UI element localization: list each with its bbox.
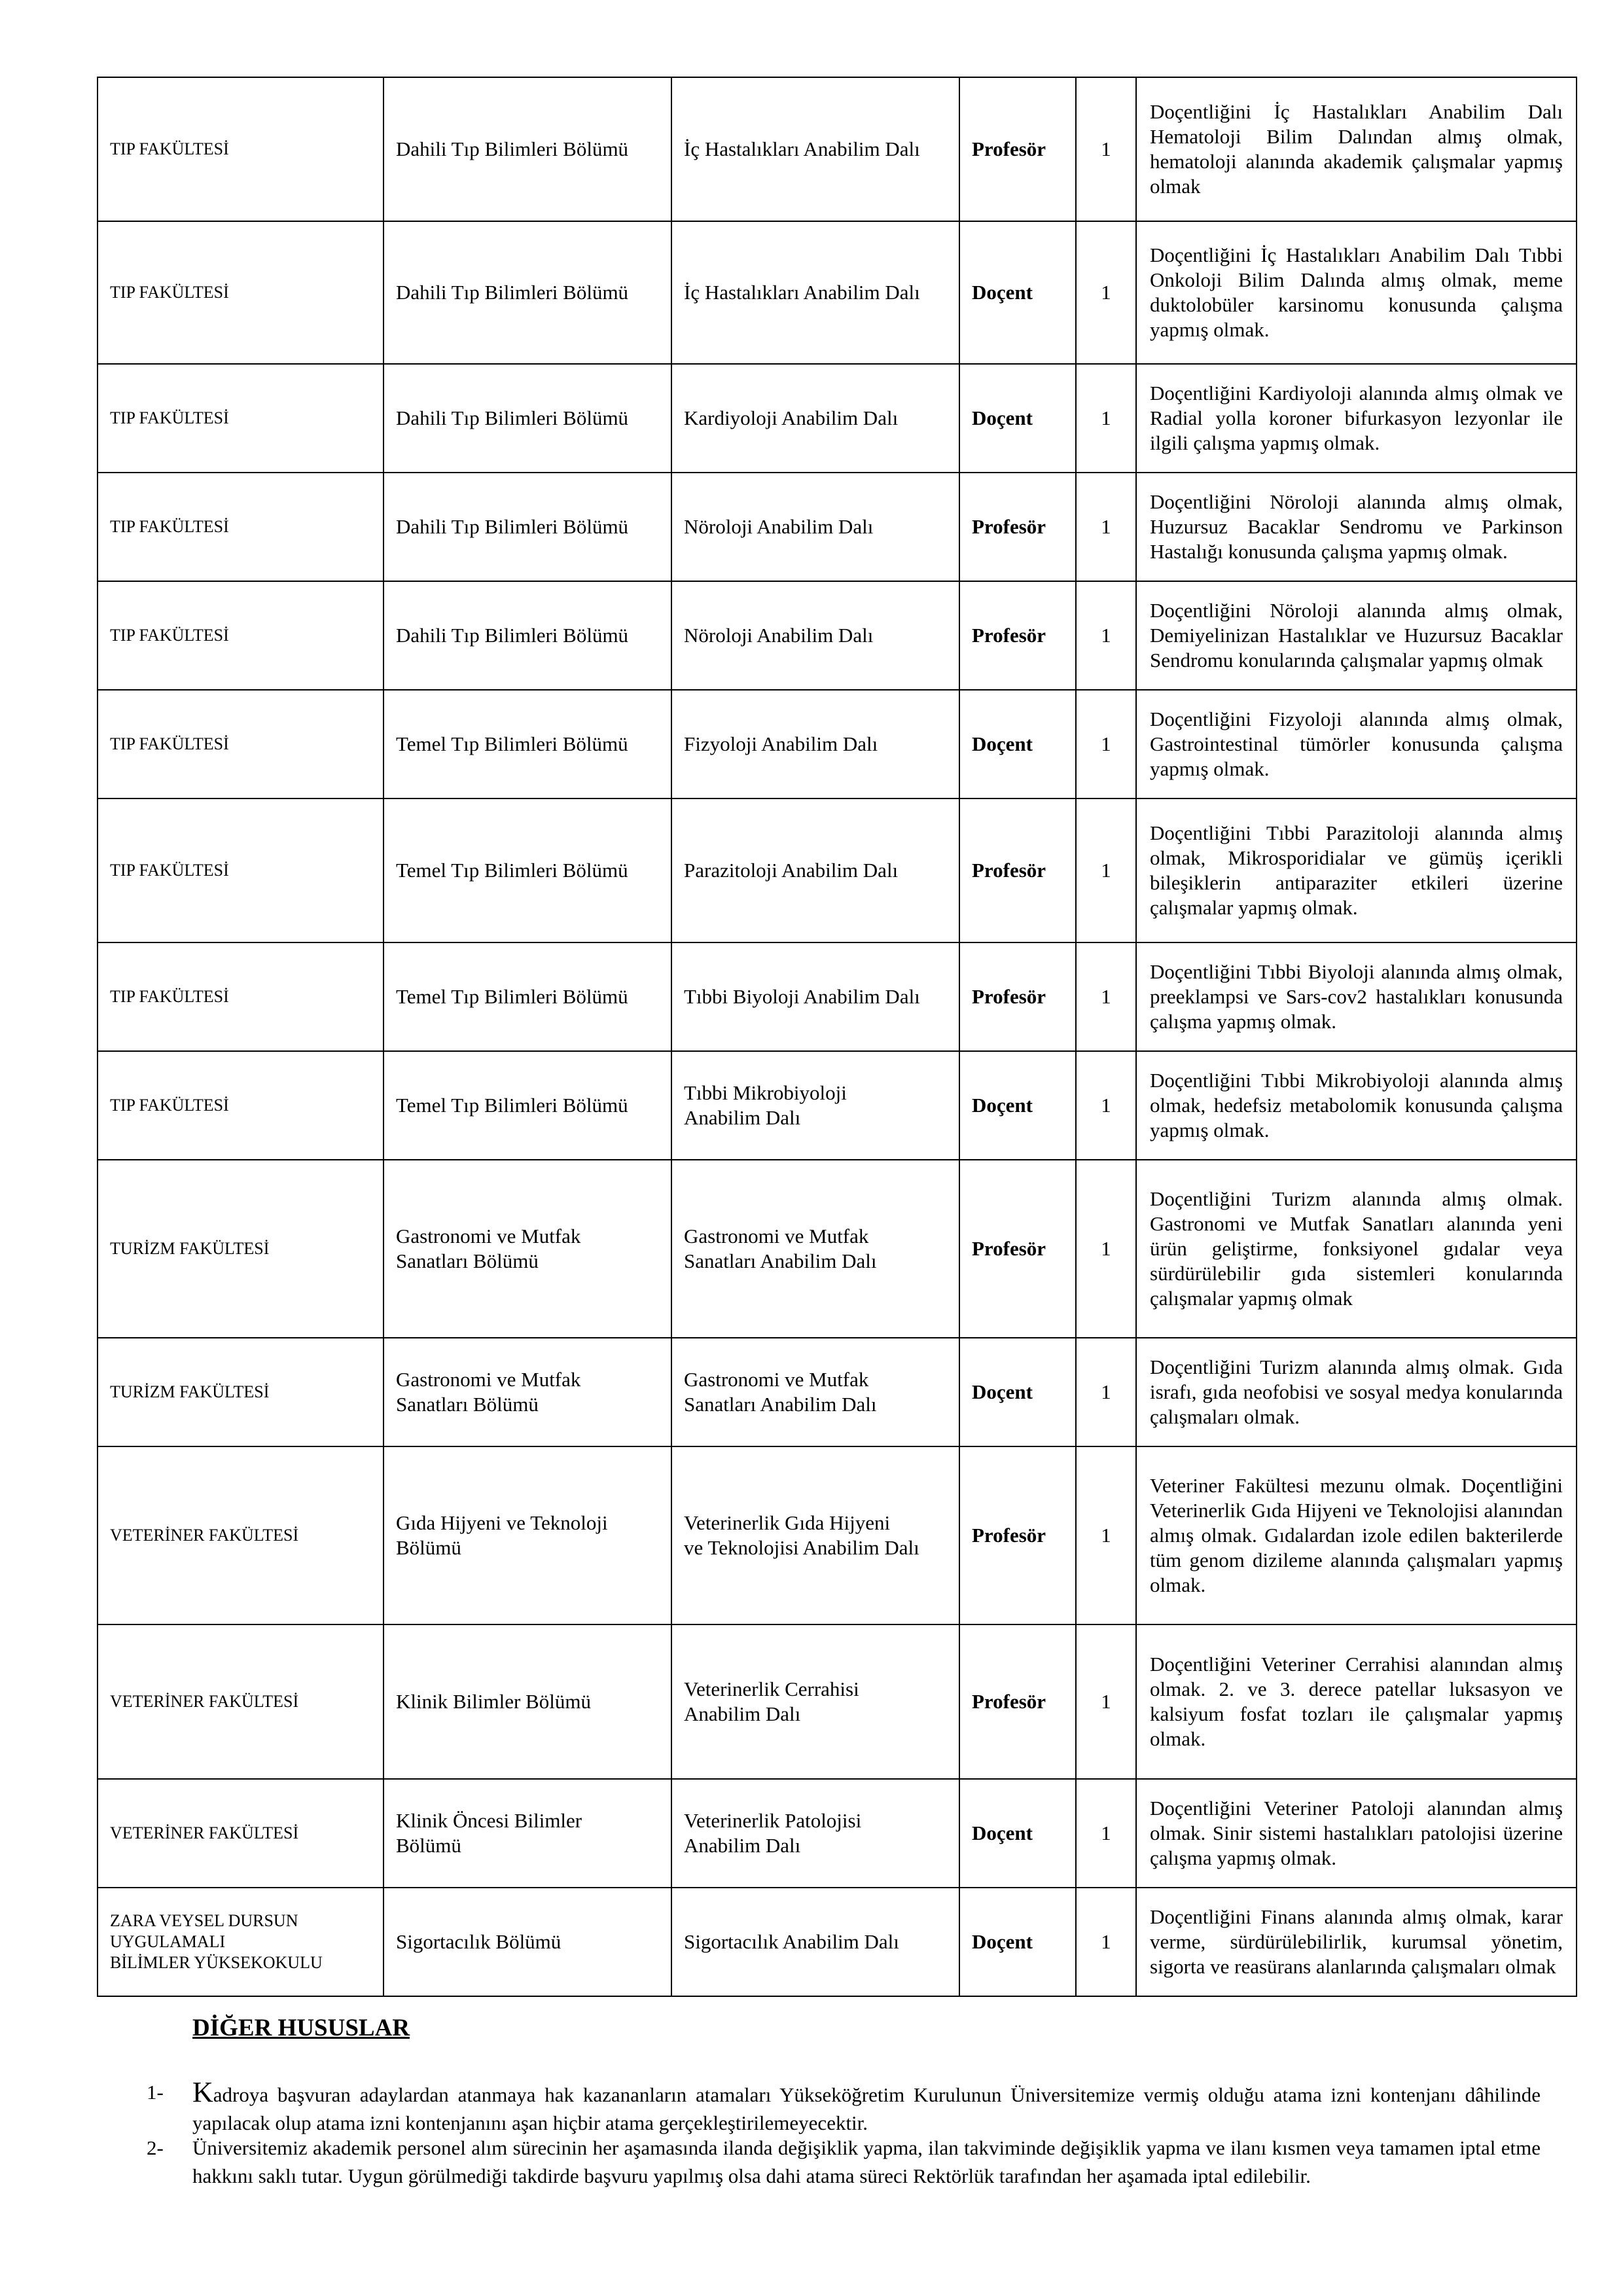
department-cell: Sigortacılık Bölümü: [383, 1888, 671, 1996]
faculty-cell: TIP FAKÜLTESİ: [98, 473, 383, 581]
table-row: [98, 1051, 1577, 1160]
title-cell: Profesör: [959, 1624, 1076, 1779]
department-cell: Temel Tıp Bilimleri Bölümü: [383, 798, 671, 942]
division-cell: Nöroloji Anabilim Dalı: [671, 473, 959, 581]
count-cell: 1: [1076, 364, 1136, 473]
faculty-cell: TIP FAKÜLTESİ: [98, 942, 383, 1051]
count-cell: 1: [1076, 77, 1136, 221]
count-cell: 1: [1076, 221, 1136, 364]
table-row: [98, 221, 1577, 364]
count-cell: 1: [1076, 798, 1136, 942]
faculty-cell: TIP FAKÜLTESİ: [98, 798, 383, 942]
requirement-cell: Doçentliğini İç Hastalıkları Anabilim Dalı Tıbbi Onkoloji Bilim Dalında almış olmak, meme duktolobüler karsinomu konusunda çalışma yapmış olmak.: [1136, 221, 1577, 364]
count-cell: 1: [1076, 1338, 1136, 1446]
count-cell: 1: [1076, 581, 1136, 690]
title-cell: Doçent: [959, 1338, 1076, 1446]
division-cell: Tıbbi Biyoloji Anabilim Dalı: [671, 942, 959, 1051]
title-cell: Doçent: [959, 364, 1076, 473]
title-cell: Profesör: [959, 942, 1076, 1051]
division-cell: İç Hastalıkları Anabilim Dalı: [671, 77, 959, 221]
department-cell: Temel Tıp Bilimleri Bölümü: [383, 942, 671, 1051]
division-cell: Fizyoloji Anabilim Dalı: [671, 690, 959, 798]
title-cell: Doçent: [959, 690, 1076, 798]
title-cell: Doçent: [959, 1779, 1076, 1888]
table-row: [98, 942, 1577, 1051]
table-row: [98, 690, 1577, 798]
faculty-cell: TURİZM FAKÜLTESİ: [98, 1338, 383, 1446]
table-row: [98, 1779, 1577, 1888]
requirement-cell: Doçentliğini Nöroloji alanında almış olmak, Huzursuz Bacaklar Sendromu ve Parkinson Hastalığı konusunda çalışma yapmış olmak.: [1136, 473, 1577, 581]
requirement-cell: Doçentliğini Turizm alanında almış olmak. Gastronomi ve Mutfak Sanatları alanında yeni ürün geliştirme, fonksiyonel gıdalar veya sürdürülebilir gıda sistemleri konularında çalışmalar yapmış olmak: [1136, 1160, 1577, 1338]
department-cell: Dahili Tıp Bilimleri Bölümü: [383, 77, 671, 221]
department-cell: Gastronomi ve Mutfak Sanatları Bölümü: [383, 1338, 671, 1446]
department-cell: Klinik Öncesi Bilimler Bölümü: [383, 1779, 671, 1888]
faculty-cell: VETERİNER FAKÜLTESİ: [98, 1624, 383, 1779]
division-cell: İç Hastalıkları Anabilim Dalı: [671, 221, 959, 364]
note-text-body: adroya başvuran adaylardan atanmaya hak kazananların atamaları Yükseköğretim Kurulunun Üniversitemize vermiş olduğu atama izni kontenjanı dâhilinde yapılacak olup atama izni kontenjanını aşan hiçbir atama gerçekleştirilemeyecektir.: [192, 2083, 1541, 2134]
title-cell: Profesör: [959, 1446, 1076, 1624]
table-row: [98, 77, 1577, 221]
note-number: 1-: [147, 2081, 164, 2104]
department-cell: Dahili Tıp Bilimleri Bölümü: [383, 581, 671, 690]
title-cell: Doçent: [959, 1051, 1076, 1160]
count-cell: 1: [1076, 1888, 1136, 1996]
requirement-cell: Doçentliğini Veteriner Patoloji alanından almış olmak. Sinir sistemi hastalıkları patolojisi üzerine çalışma yapmış olmak.: [1136, 1779, 1577, 1888]
requirement-cell: Doçentliğini Veteriner Cerrahisi alanından almış olmak. 2. ve 3. derece patellar luksasyon ve kalsiyum fosfat tozları ile çalışmalar yapmış olmak.: [1136, 1624, 1577, 1779]
requirement-cell: Doçentliğini Tıbbi Parazitoloji alanında almış olmak, Mikrosporidialar ve gümüş içerikli bileşiklerin antiparaziter etkileri üzerine çalışmalar yapmış olmak.: [1136, 798, 1577, 942]
note-text: [192, 2078, 1541, 2137]
division-cell: Nöroloji Anabilim Dalı: [671, 581, 959, 690]
faculty-cell: ZARA VEYSEL DURSUN UYGULAMALI BİLİMLER YÜKSEKOKULU: [98, 1888, 383, 1996]
count-cell: 1: [1076, 473, 1136, 581]
count-cell: 1: [1076, 1779, 1136, 1888]
department-cell: Dahili Tıp Bilimleri Bölümü: [383, 473, 671, 581]
table-row: [98, 581, 1577, 690]
count-cell: 1: [1076, 942, 1136, 1051]
faculty-cell: VETERİNER FAKÜLTESİ: [98, 1779, 383, 1888]
table-row: [98, 798, 1577, 942]
division-cell: Parazitoloji Anabilim Dalı: [671, 798, 959, 942]
division-cell: Veterinerlik Patolojisi Anabilim Dalı: [671, 1779, 959, 1888]
faculty-cell: VETERİNER FAKÜLTESİ: [98, 1446, 383, 1624]
division-cell: Kardiyoloji Anabilim Dalı: [671, 364, 959, 473]
table-row: [98, 1446, 1577, 1624]
department-cell: Dahili Tıp Bilimleri Bölümü: [383, 364, 671, 473]
division-cell: Tıbbi Mikrobiyoloji Anabilim Dalı: [671, 1051, 959, 1160]
title-cell: Profesör: [959, 1160, 1076, 1338]
count-cell: 1: [1076, 1160, 1136, 1338]
count-cell: 1: [1076, 1446, 1136, 1624]
drop-letter: K: [192, 2076, 213, 2108]
faculty-cell: TIP FAKÜLTESİ: [98, 1051, 383, 1160]
positions-table: [97, 77, 1577, 1997]
requirement-cell: Doçentliğini Fizyoloji alanında almış olmak, Gastrointestinal tümörler konusunda çalışma yapmış olmak.: [1136, 690, 1577, 798]
faculty-cell: TIP FAKÜLTESİ: [98, 690, 383, 798]
title-cell: Profesör: [959, 473, 1076, 581]
requirement-cell: Doçentliğini Turizm alanında almış olmak. Gıda israfı, gıda neofobisi ve sosyal medya konularında çalışmaları olmak.: [1136, 1338, 1577, 1446]
requirement-cell: Doçentliğini Tıbbi Biyoloji alanında almış olmak, preeklampsi ve Sars-cov2 hastalıkları konusunda çalışma yapmış olmak.: [1136, 942, 1577, 1051]
table-row: [98, 1338, 1577, 1446]
department-cell: Klinik Bilimler Bölümü: [383, 1624, 671, 1779]
title-cell: Profesör: [959, 77, 1076, 221]
faculty-cell: TIP FAKÜLTESİ: [98, 364, 383, 473]
title-cell: Profesör: [959, 581, 1076, 690]
division-cell: Veterinerlik Cerrahisi Anabilim Dalı: [671, 1624, 959, 1779]
requirement-cell: Doçentliğini İç Hastalıkları Anabilim Dalı Hematoloji Bilim Dalından almış olmak, hematoloji alanında akademik çalışmalar yapmış olmak: [1136, 77, 1577, 221]
department-cell: Gastronomi ve Mutfak Sanatları Bölümü: [383, 1160, 671, 1338]
department-cell: Gıda Hijyeni ve Teknoloji Bölümü: [383, 1446, 671, 1624]
table-row: [98, 473, 1577, 581]
title-cell: Doçent: [959, 221, 1076, 364]
department-cell: Dahili Tıp Bilimleri Bölümü: [383, 221, 671, 364]
faculty-cell: TIP FAKÜLTESİ: [98, 581, 383, 690]
division-cell: Gastronomi ve Mutfak Sanatları Anabilim Dalı: [671, 1338, 959, 1446]
note-number: 2-: [147, 2136, 164, 2159]
requirement-cell: Doçentliğini Nöroloji alanında almış olmak, Demiyelinizan Hastalıklar ve Huzursuz Bacaklar Sendromu konularında çalışmalar yapmış olmak: [1136, 581, 1577, 690]
department-cell: Temel Tıp Bilimleri Bölümü: [383, 1051, 671, 1160]
table-row: [98, 1624, 1577, 1779]
faculty-cell: TURİZM FAKÜLTESİ: [98, 1160, 383, 1338]
faculty-cell: TIP FAKÜLTESİ: [98, 221, 383, 364]
requirement-cell: Doçentliğini Kardiyoloji alanında almış olmak ve Radial yolla koroner bifurkasyon lezyonlar ile ilgili çalışma yapmış olmak.: [1136, 364, 1577, 473]
positions-table-body: [98, 77, 1577, 1996]
requirement-cell: Doçentliğini Tıbbi Mikrobiyoloji alanında almış olmak, hedefsiz metabolomik konusunda çalışma yapmış olmak.: [1136, 1051, 1577, 1160]
other-matters-title: DİĞER HUSUSLAR: [192, 2015, 410, 2041]
faculty-cell: TIP FAKÜLTESİ: [98, 77, 383, 221]
count-cell: 1: [1076, 1624, 1136, 1779]
count-cell: 1: [1076, 1051, 1136, 1160]
title-cell: Profesör: [959, 798, 1076, 942]
requirement-cell: Veteriner Fakültesi mezunu olmak. Doçentliğini Veterinerlik Gıda Hijyeni ve Teknolojisi alanından almış olmak. Gıdalardan izole edilen bakterilerde tüm genom dizileme alanında çalışmaları yapmış olmak.: [1136, 1446, 1577, 1624]
division-cell: Veterinerlik Gıda Hijyeni ve Teknolojisi Anabilim Dalı: [671, 1446, 959, 1624]
requirement-cell: Doçentliğini Finans alanında almış olmak, karar verme, sürdürülebilirlik, kurumsal yönetim, sigorta ve reasürans alanlarında çalışmaları olmak: [1136, 1888, 1577, 1996]
department-cell: Temel Tıp Bilimleri Bölümü: [383, 690, 671, 798]
table-row: [98, 1160, 1577, 1338]
division-cell: Gastronomi ve Mutfak Sanatları Anabilim Dalı: [671, 1160, 959, 1338]
division-cell: Sigortacılık Anabilim Dalı: [671, 1888, 959, 1996]
note-text: Üniversitemiz akademik personel alım sürecinin her aşamasında ilanda değişiklik yapma, ilan takviminde değişiklik yapma ve ilanı kısmen veya tamamen iptal etme hakkını saklı tutar. Uygun görülmediği takdirde başvuru yapılmış olsa dahi atama süreci Rektörlük tarafından her aşamada iptal edilebilir.: [192, 2136, 1541, 2187]
table-row: [98, 1888, 1577, 1996]
table-row: [98, 364, 1577, 473]
count-cell: 1: [1076, 690, 1136, 798]
title-cell: Doçent: [959, 1888, 1076, 1996]
